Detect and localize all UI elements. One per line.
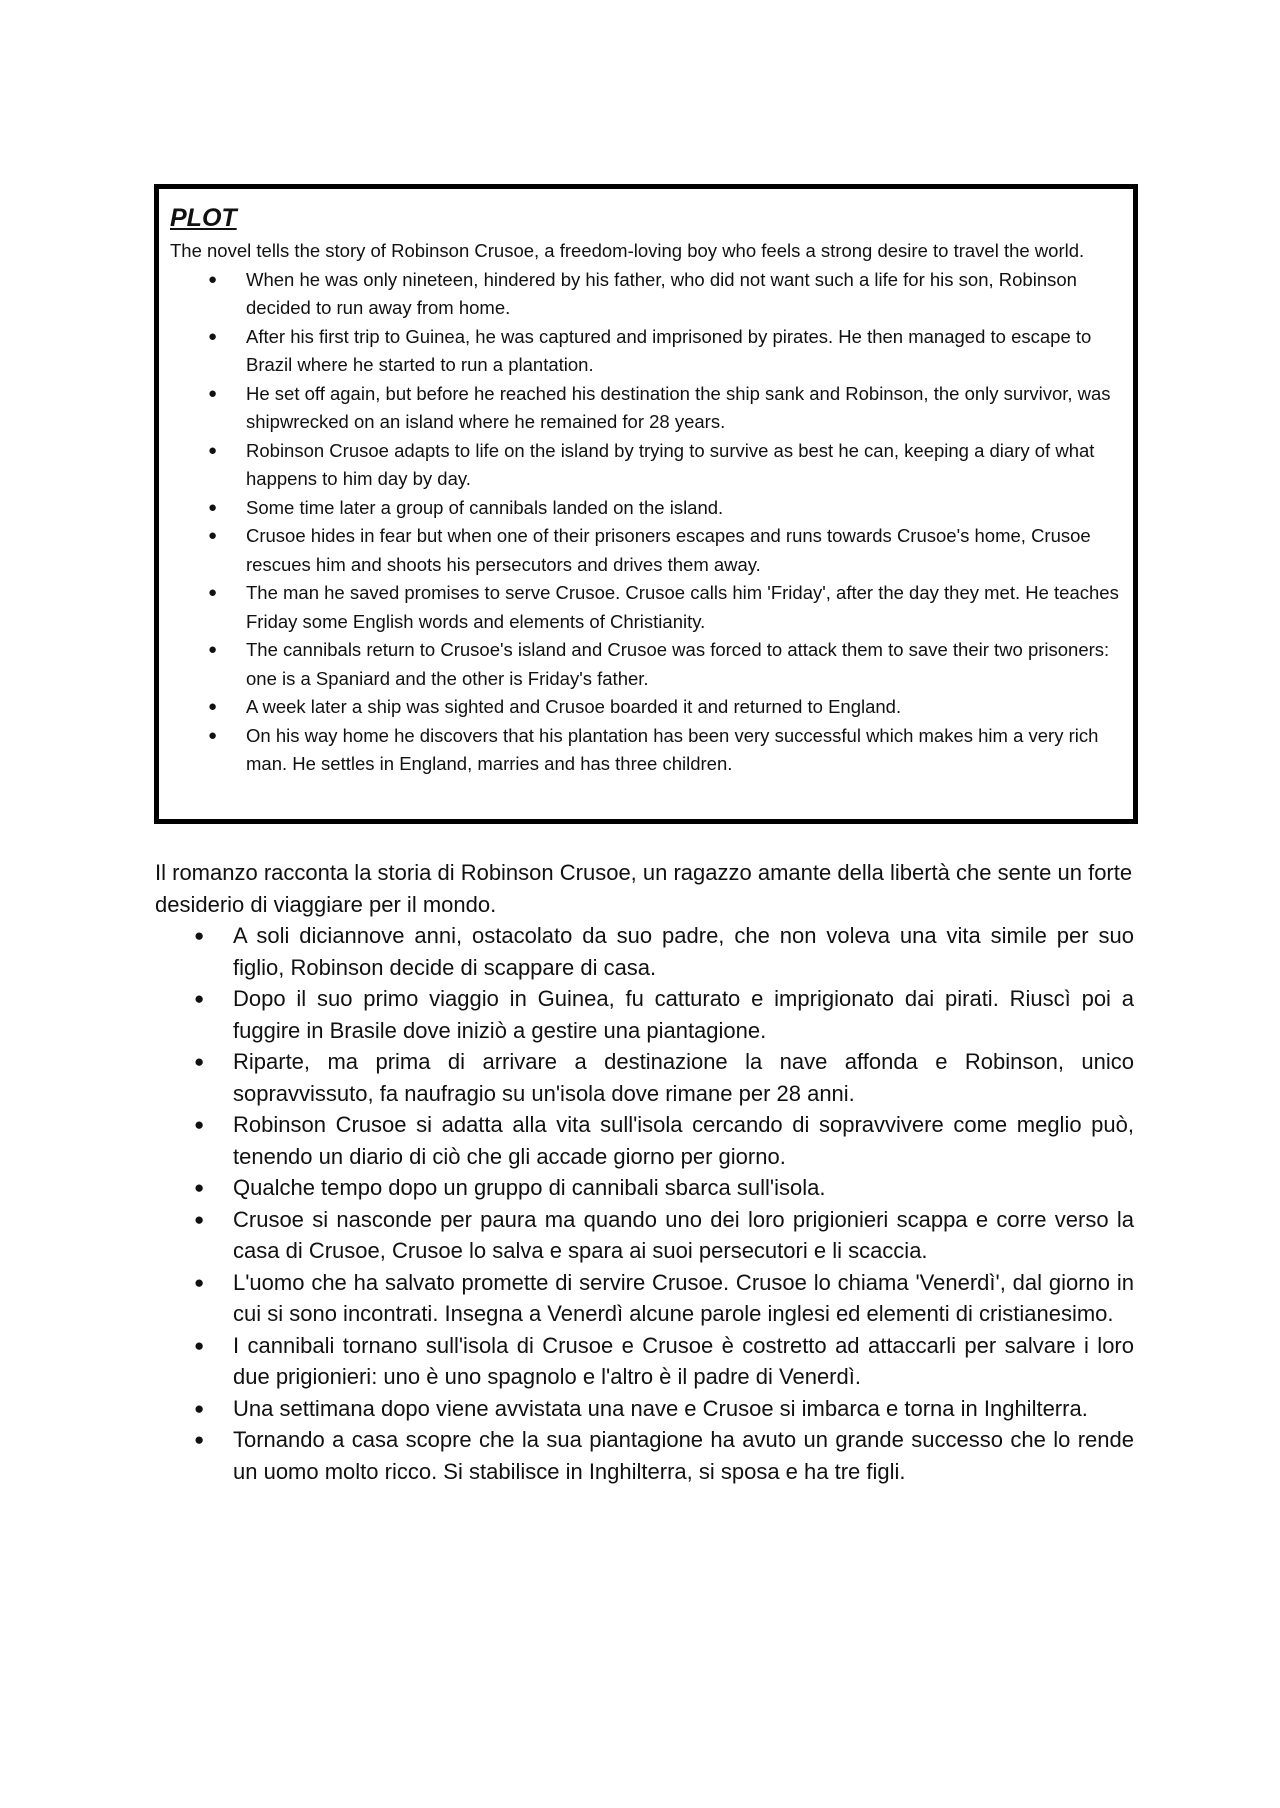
list-item-text: A soli diciannove anni, ostacolato da suo padre, che non voleva una vita simile per suo figlio, Robinson decide di scappare di casa. <box>233 923 1134 980</box>
bullet-icon: ● <box>194 989 205 1008</box>
list-item <box>155 1267 1134 1330</box>
list-item-text: Crusoe si nasconde per paura ma quando uno dei loro prigionieri scappa e corre verso la casa di Crusoe, Crusoe lo salva e spara ai suoi persecutori e li scaccia. <box>233 1206 1134 1263</box>
list-item-text: Dopo il suo primo viaggio in Guinea, fu catturato e imprigionato dai pirati. Riuscì poi a fuggire in Brasile dove iniziò a gestire una piantagione. <box>233 986 1134 1043</box>
bullet-icon: ● <box>208 441 218 459</box>
list-item <box>170 579 1123 636</box>
list-item-text: Some time later a group of cannibals landed on the island. <box>246 496 724 518</box>
italian-section <box>155 857 1134 1487</box>
bullet-icon: ● <box>208 698 218 715</box>
list-item <box>170 722 1123 779</box>
list-item-text: He set off again, but before he reached his destination the ship sank and Robinson, the only survivor, was shipwrecked on an island where he remained for 28 years. <box>246 382 1111 432</box>
list-item-text: A week later a ship was sighted and Crusoe boarded it and returned to England. <box>246 696 902 717</box>
bullet-icon: ● <box>208 527 218 544</box>
list-item <box>155 1204 1134 1267</box>
list-item-text: On his way home he discovers that his plantation has been very successful which makes him a very rich man. He settles in England, marries and has three children. <box>246 724 1099 774</box>
bullet-icon: ● <box>208 641 218 658</box>
list-item-text: Robinson Crusoe si adatta alla vita sull'isola cercando di sopravvivere come meglio può, tenendo un diario di ciò che gli accade giorno per giorno. <box>233 1112 1134 1169</box>
list-item <box>155 1046 1134 1109</box>
bullet-icon: ● <box>194 1398 205 1418</box>
list-item <box>155 1330 1134 1393</box>
list-item <box>170 636 1123 693</box>
bullet-icon: ● <box>194 1209 205 1229</box>
list-item <box>170 494 1123 523</box>
bullet-icon: ● <box>194 1430 205 1449</box>
list-item-text: Qualche tempo dopo un gruppo di cannibali sbarca sull'isola. <box>233 1175 826 1200</box>
bullet-icon: ● <box>208 498 218 516</box>
plot-list <box>170 266 1123 779</box>
list-item-text: Una settimana dopo viene avvistata una nave e Crusoe si imbarca e torna in Inghilterra. <box>233 1395 1088 1421</box>
plot-intro: The novel tells the story of Robinson Crusoe, a freedom-loving boy who feels a strong desire to travel the world. <box>170 240 1085 261</box>
list-item-text: Tornando a casa scopre che la sua piantagione ha avuto un grande successo che lo rende un uomo molto ricco. Si stabilisce in Inghilterra, si sposa e ha tre figli. <box>233 1427 1134 1484</box>
list-item-text: Crusoe hides in fear but when one of their prisoners escapes and runs towards Crusoe's home, Crusoe rescues him and shoots his persecutors and drives them away. <box>246 525 1091 575</box>
list-item <box>170 693 1123 722</box>
bullet-icon: ● <box>194 1335 205 1355</box>
list-item <box>155 983 1134 1046</box>
list-item <box>170 437 1123 494</box>
list-item <box>155 1172 1134 1204</box>
bullet-icon: ● <box>208 384 218 402</box>
list-item <box>170 323 1123 380</box>
list-item-text: When he was only nineteen, hindered by his father, who did not want such a life for his son, Robinson decided to run away from home. <box>246 268 1077 318</box>
list-item <box>170 266 1123 323</box>
list-item-text: The man he saved promises to serve Crusoe. Crusoe calls him 'Friday', after the day they met. He teaches Friday some English words and elements of Christianity. <box>246 582 1119 632</box>
list-item-text: After his first trip to Guinea, he was captured and imprisoned by pirates. He then managed to escape to Brazil where he started to run a plantation. <box>246 325 1092 375</box>
bullet-icon: ● <box>208 584 218 601</box>
bullet-icon: ● <box>208 327 218 345</box>
bullet-icon: ● <box>194 1115 205 1134</box>
list-item <box>155 1109 1134 1172</box>
italian-list <box>155 920 1134 1487</box>
list-item <box>170 380 1123 437</box>
bullet-icon: ● <box>208 270 218 288</box>
bullet-icon: ● <box>208 726 218 744</box>
list-item-text: L'uomo che ha salvato promette di servire Crusoe. Crusoe lo chiama 'Venerdì', dal giorno in cui si sono incontrati. Insegna a Venerdì alcune parole inglesi ed elementi di cristianesimo. <box>233 1269 1134 1326</box>
list-item <box>155 1424 1134 1487</box>
list-item <box>155 1393 1134 1425</box>
list-item-text: I cannibali tornano sull'isola di Crusoe e Crusoe è costretto ad attaccarli per salvare i loro due prigionieri: uno è uno spagnolo e l'altro è il padre di Venerdì. <box>233 1332 1134 1389</box>
list-item <box>170 522 1123 579</box>
plot-box <box>154 184 1138 824</box>
list-item-text: The cannibals return to Crusoe's island and Crusoe was forced to attack them to save their two prisoners: one is a Spaniard and the other is Friday's father. <box>246 639 1110 689</box>
bullet-icon: ● <box>194 1052 205 1071</box>
list-item-text: Riparte, ma prima di arrivare a destinazione la nave affonda e Robinson, unico sopravvissuto, fa naufragio su un'isola dove rimane per 28 anni. <box>233 1049 1134 1106</box>
list-item <box>155 920 1134 983</box>
italian-intro: Il romanzo racconta la storia di Robinson Crusoe, un ragazzo amante della libertà che sente un forte desiderio di viaggiare per il mondo. <box>155 860 1133 917</box>
bullet-icon: ● <box>194 926 205 945</box>
bullet-icon: ● <box>194 1178 205 1197</box>
plot-heading: PLOT <box>170 204 237 232</box>
list-item-text: Robinson Crusoe adapts to life on the island by trying to survive as best he can, keeping a diary of what happens to him day by day. <box>246 439 1095 489</box>
bullet-icon: ● <box>194 1272 205 1292</box>
